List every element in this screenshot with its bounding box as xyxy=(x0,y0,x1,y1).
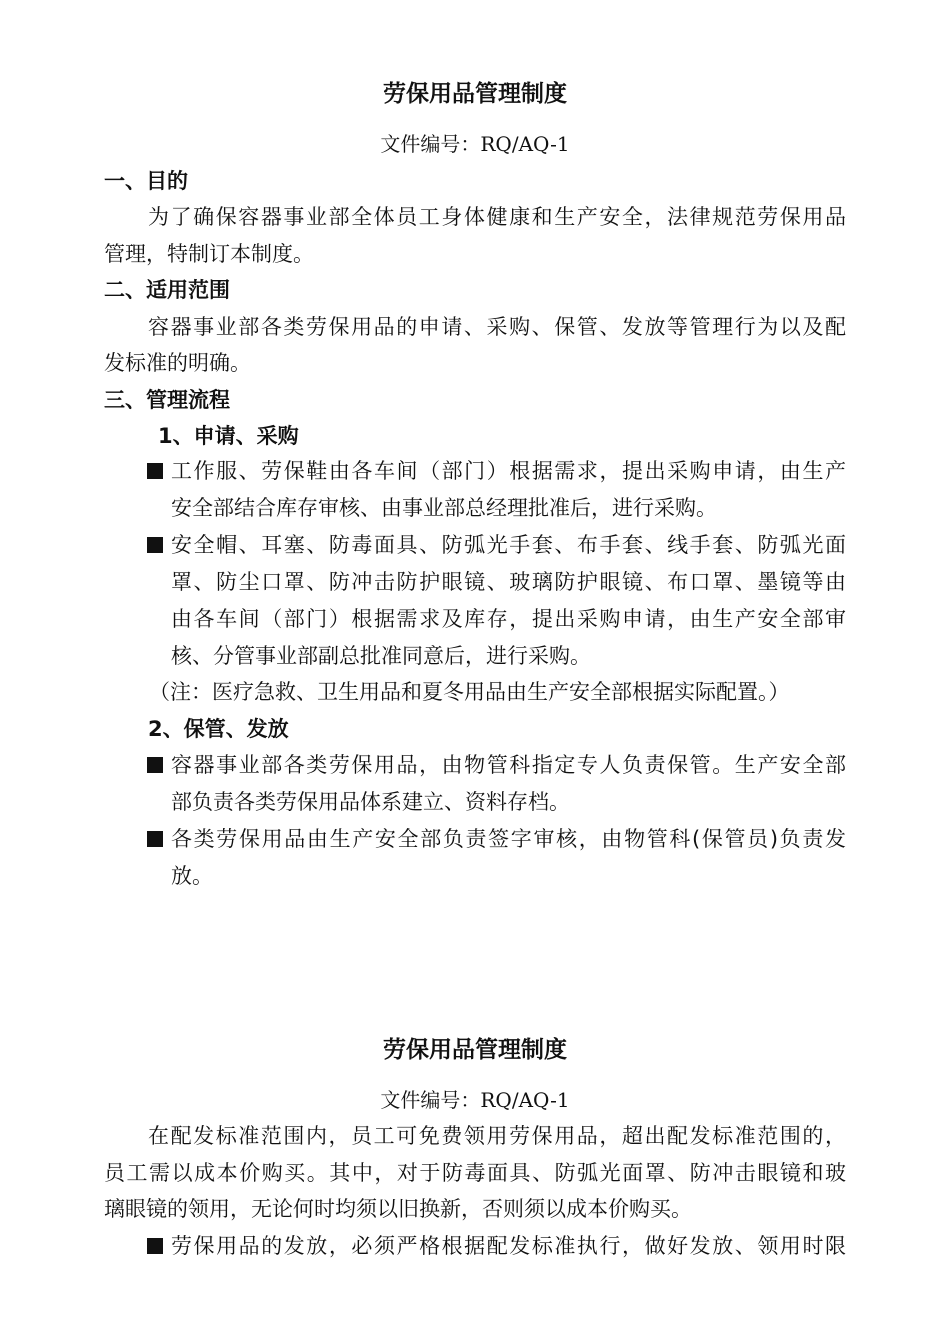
bullet-2-line-2: 罩、防尘口罩、防冲击防护眼镜、玻璃防护眼镜、布口罩、墨镜等由 xyxy=(171,570,846,594)
scope-paragraph-line-1: 容器事业部各类劳保用品的申请、采购、保管、发放等管理行为以及配 xyxy=(148,315,846,339)
document-title: 劳保用品管理制度 xyxy=(383,81,567,107)
range-paragraph-line-1: 在配发标准范围内，员工可免费领用劳保用品，超出配发标准范围的， xyxy=(148,1124,846,1148)
bullet-square-icon xyxy=(147,537,163,553)
subsection-heading-storage-issue: 2、保管、发放 xyxy=(148,717,289,741)
bullet-square-icon xyxy=(147,463,163,479)
range-paragraph-line-2: 员工需以成本价购买。其中，对于防毒面具、防弧光面罩、防冲击眼镜和玻 xyxy=(104,1161,846,1185)
bullet-4-line-1: 各类劳保用品由生产安全部负责签字审核，由物管科(保管员)负责发 xyxy=(171,827,846,851)
bullet-1-line-1: 工作服、劳保鞋由各车间（部门）根据需求，提出采购申请，由生产 xyxy=(171,459,846,483)
subsection-heading-apply-purchase: 1、申请、采购 xyxy=(158,424,299,448)
purpose-paragraph-line-1: 为了确保容器事业部全体员工身体健康和生产安全，法律规范劳保用品 xyxy=(148,205,846,229)
purpose-paragraph-line-2: 管理，特制订本制度。 xyxy=(104,242,314,266)
scope-paragraph-line-2: 发标准的明确。 xyxy=(104,351,251,375)
bullet-2-line-3: 由各车间（部门）根据需求及库存，提出采购申请，由生产安全部审 xyxy=(171,607,846,631)
bullet-2-line-1: 安全帽、耳塞、防毒面具、防弧光手套、布手套、线手套、防弧光面 xyxy=(171,533,846,557)
note-text: （注：医疗急救、卫生用品和夏冬用品由生产安全部根据实际配置。） xyxy=(149,680,790,704)
bullet-2-line-4: 核、分管事业部副总批准同意后，进行采购。 xyxy=(171,644,591,668)
bullet-square-icon xyxy=(147,831,163,847)
document-number: 文件编号：RQ/AQ-1 xyxy=(380,1088,570,1112)
bullet-1-line-2: 安全部结合库存审核、由事业部总经理批准后，进行采购。 xyxy=(171,496,717,520)
bullet-3-line-2: 部负责各类劳保用品体系建立、资料存档。 xyxy=(171,790,570,814)
bullet-3-line-1: 容器事业部各类劳保用品，由物管科指定专人负责保管。生产安全部 xyxy=(171,753,846,777)
document-title: 劳保用品管理制度 xyxy=(383,1037,567,1063)
document-number: 文件编号：RQ/AQ-1 xyxy=(380,132,570,156)
section-heading-process: 三、管理流程 xyxy=(104,388,230,412)
section-heading-purpose: 一、目的 xyxy=(104,169,188,193)
section-heading-scope: 二、适用范围 xyxy=(104,278,230,302)
bullet-square-icon xyxy=(147,757,163,773)
bullet-square-icon xyxy=(147,1238,163,1254)
range-paragraph-line-3: 璃眼镜的领用，无论何时均须以旧换新，否则须以成本价购买。 xyxy=(104,1197,692,1221)
issue-bullet-line-1: 劳保用品的发放，必须严格根据配发标准执行，做好发放、领用时限 xyxy=(171,1234,846,1258)
bullet-4-line-2: 放。 xyxy=(171,864,213,888)
